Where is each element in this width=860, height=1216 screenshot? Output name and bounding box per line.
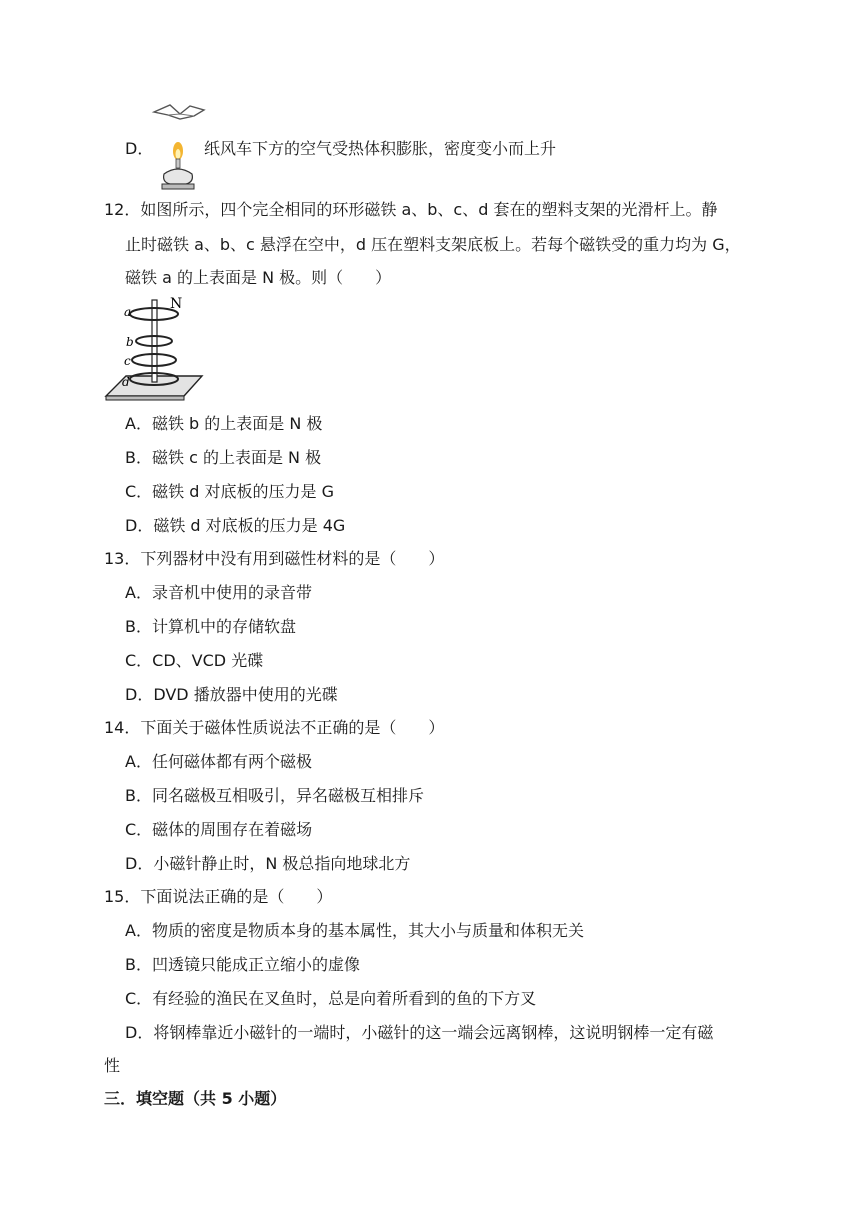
figure-label-b: b xyxy=(126,335,134,349)
q12-option-c: C．磁铁 d 对底板的压力是 G xyxy=(125,482,334,501)
figure-label-d: d xyxy=(122,375,130,389)
q15-option-d-continuation: 性 xyxy=(104,1056,121,1075)
q14-option-b: B．同名磁极互相吸引，异名磁极互相排斥 xyxy=(125,786,424,805)
q15-option-d: D．将钢棒靠近小磁针的一端时，小磁针的这一端会远离钢棒，这说明钢棒一定有磁 xyxy=(125,1023,714,1042)
figure-label-c: c xyxy=(124,354,131,368)
q14-option-c: C．磁体的周围存在着磁场 xyxy=(125,820,313,839)
ring-magnets-figure xyxy=(102,296,206,404)
q15-option-a: A．物质的密度是物质本身的基本属性，其大小与质量和体积无关 xyxy=(125,921,584,940)
q14-option-a: A．任何磁体都有两个磁极 xyxy=(125,752,312,771)
figure-label-n: N xyxy=(170,296,183,312)
q12-option-b: B．磁铁 c 的上表面是 N 极 xyxy=(125,448,322,467)
q11-option-d-text: 纸风车下方的空气受热体积膨胀，密度变小而上升 xyxy=(204,139,557,158)
q11-option-d-label: D． xyxy=(125,139,154,158)
q12-option-a: A．磁铁 b 的上表面是 N 极 xyxy=(125,414,323,433)
figure-label-a: a xyxy=(124,305,132,319)
q12-stem-line-2: 止时磁铁 a、b、c 悬浮在空中，d 压在塑料支架底板上。若每个磁铁受的重力均为 G， xyxy=(125,235,741,254)
q13-option-c: C．CD、VCD 光碟 xyxy=(125,651,264,670)
pinwheel-candle-figure xyxy=(150,100,208,192)
q12-option-d: D．磁铁 d 对底板的压力是 4G xyxy=(125,516,346,535)
q15-option-b: B．凹透镜只能成正立缩小的虚像 xyxy=(125,955,360,974)
q13-option-a: A．录音机中使用的录音带 xyxy=(125,583,312,602)
section-heading-fill-in: 三．填空题（共 5 小题） xyxy=(104,1089,287,1108)
q13-option-b: B．计算机中的存储软盘 xyxy=(125,617,296,636)
q12-stem-line-3: 磁铁 a 的上表面是 N 极。则（ ） xyxy=(125,268,392,287)
q13-stem: 13．下列器材中没有用到磁性材料的是（ ） xyxy=(104,549,445,568)
q14-stem: 14．下面关于磁体性质说法不正确的是（ ） xyxy=(104,718,445,737)
q12-stem-line-1: 12．如图所示，四个完全相同的环形磁铁 a、b、c、d 套在的塑料支架的光滑杆上。静 xyxy=(104,200,718,219)
q15-stem: 15．下面说法正确的是（ ） xyxy=(104,887,333,906)
q14-option-d: D．小磁针静止时，N 极总指向地球北方 xyxy=(125,854,411,873)
q15-option-c: C．有经验的渔民在叉鱼时，总是向着所看到的鱼的下方叉 xyxy=(125,989,537,1008)
q13-option-d: D．DVD 播放器中使用的光碟 xyxy=(125,685,338,704)
